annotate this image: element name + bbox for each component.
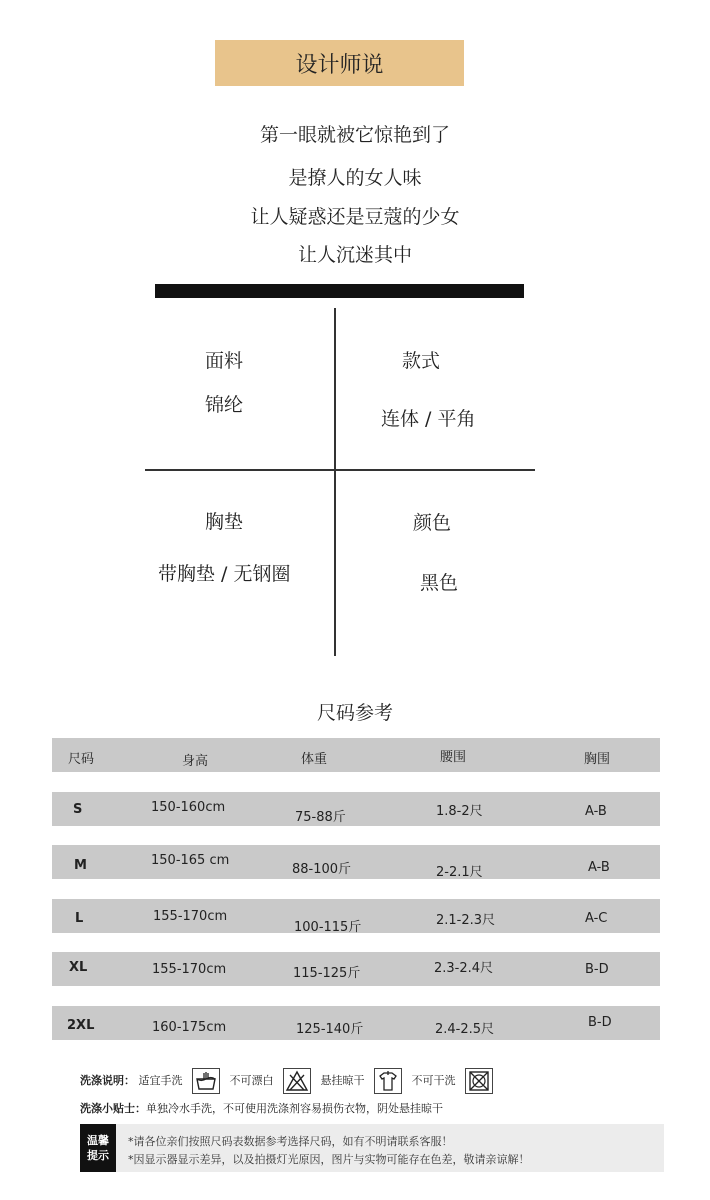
color-label: 颜色: [413, 512, 452, 534]
header-waist: 腰围: [440, 750, 467, 765]
row-bust: A-B: [585, 804, 607, 819]
row-size: S: [73, 802, 83, 817]
spec-horizontal-divider: [145, 469, 535, 471]
poem-line-2: 是撩人的女人味: [288, 167, 422, 189]
row-weight: 88-100斤: [292, 862, 352, 877]
fabric-label: 面料: [205, 350, 244, 372]
hang-dry-text: 悬挂晾干: [320, 1074, 365, 1087]
row-height: 155-170cm: [152, 962, 227, 977]
pad-value: 带胸垫 / 无钢圈: [158, 563, 291, 585]
row-waist: 2.4-2.5尺: [435, 1022, 495, 1037]
header-size: 尺码: [68, 752, 95, 767]
row-height: 150-160cm: [151, 800, 226, 815]
wash-label: 洗涤说明：: [80, 1074, 135, 1087]
notice-tag-line-1: 温馨: [87, 1134, 109, 1147]
row-waist: 2-2.1尺: [436, 865, 483, 880]
hand-wash-text: 适宜手洗: [138, 1074, 183, 1087]
notice-line-2: *因显示器显示差异，以及拍摄灯光原因，图片与实物可能存在色差，敬请亲谅解！: [128, 1153, 530, 1166]
row-height: 160-175cm: [152, 1020, 227, 1035]
table-row: [52, 1006, 660, 1040]
row-waist: 2.3-2.4尺: [434, 961, 494, 976]
color-value: 黑色: [420, 572, 459, 594]
row-weight: 75-88斤: [295, 810, 346, 825]
header-bust: 胸围: [584, 752, 611, 767]
row-weight: 100-115斤: [294, 920, 362, 935]
header-height: 身高: [182, 754, 209, 769]
poem-line-1: 第一眼就被它惊艳到了: [259, 124, 450, 146]
no-bleach-icon: [283, 1068, 311, 1094]
no-bleach-text: 不可漂白: [229, 1074, 274, 1087]
size-chart-header: [52, 738, 660, 772]
no-dry-clean-icon: [465, 1068, 493, 1094]
table-row: [52, 899, 660, 933]
row-bust: B-D: [588, 1015, 612, 1030]
poem-line-3: 让人疑惑还是豆蔻的少女: [250, 206, 460, 228]
row-bust: B-D: [585, 962, 609, 977]
style-value: 连体 / 平角: [381, 408, 476, 430]
row-size: 2XL: [67, 1018, 95, 1033]
wash-instructions: [80, 1068, 499, 1094]
row-size: M: [74, 858, 87, 873]
fabric-value: 锦纶: [205, 394, 244, 416]
pad-label: 胸垫: [205, 511, 244, 533]
row-size: XL: [69, 960, 88, 975]
poem-line-4: 让人沉迷其中: [297, 244, 412, 266]
warm-notice: [80, 1124, 664, 1172]
size-chart-title: 尺码参考: [316, 702, 393, 724]
notice-tag: [80, 1124, 116, 1172]
banner-title: 设计师说: [295, 52, 384, 78]
hand-wash-icon: [192, 1068, 220, 1094]
row-size: L: [75, 911, 84, 926]
hang-dry-icon: [374, 1068, 402, 1094]
spec-vertical-divider: [334, 308, 336, 656]
notice-tag-line-2: 提示: [87, 1149, 109, 1162]
style-label: 款式: [402, 350, 441, 372]
row-waist: 1.8-2尺: [436, 804, 483, 819]
notice-line-1: *请各位亲们按照尺码表数据参考选择尺码，如有不明请联系客服！: [128, 1135, 453, 1148]
row-weight: 125-140斤: [296, 1022, 364, 1037]
table-row: [52, 845, 660, 879]
table-row: [52, 952, 660, 986]
row-height: 155-170cm: [153, 909, 228, 924]
header-weight: 体重: [301, 752, 328, 767]
table-row: [52, 792, 660, 826]
row-bust: A-B: [588, 860, 610, 875]
wash-tips: [80, 1100, 443, 1116]
no-dry-clean-text: 不可干洗: [411, 1074, 456, 1087]
designer-says-banner: [215, 40, 464, 86]
row-bust: A-C: [585, 911, 608, 926]
tips-text: 单独冷水手洗，不可使用洗涤剂容易损伤衣物，阴处悬挂晾干: [146, 1102, 443, 1115]
row-waist: 2.1-2.3尺: [436, 913, 496, 928]
row-weight: 115-125斤: [293, 966, 361, 981]
divider-bar: [155, 284, 524, 298]
tips-label: 洗涤小贴士：: [80, 1102, 146, 1115]
row-height: 150-165 cm: [151, 853, 230, 868]
